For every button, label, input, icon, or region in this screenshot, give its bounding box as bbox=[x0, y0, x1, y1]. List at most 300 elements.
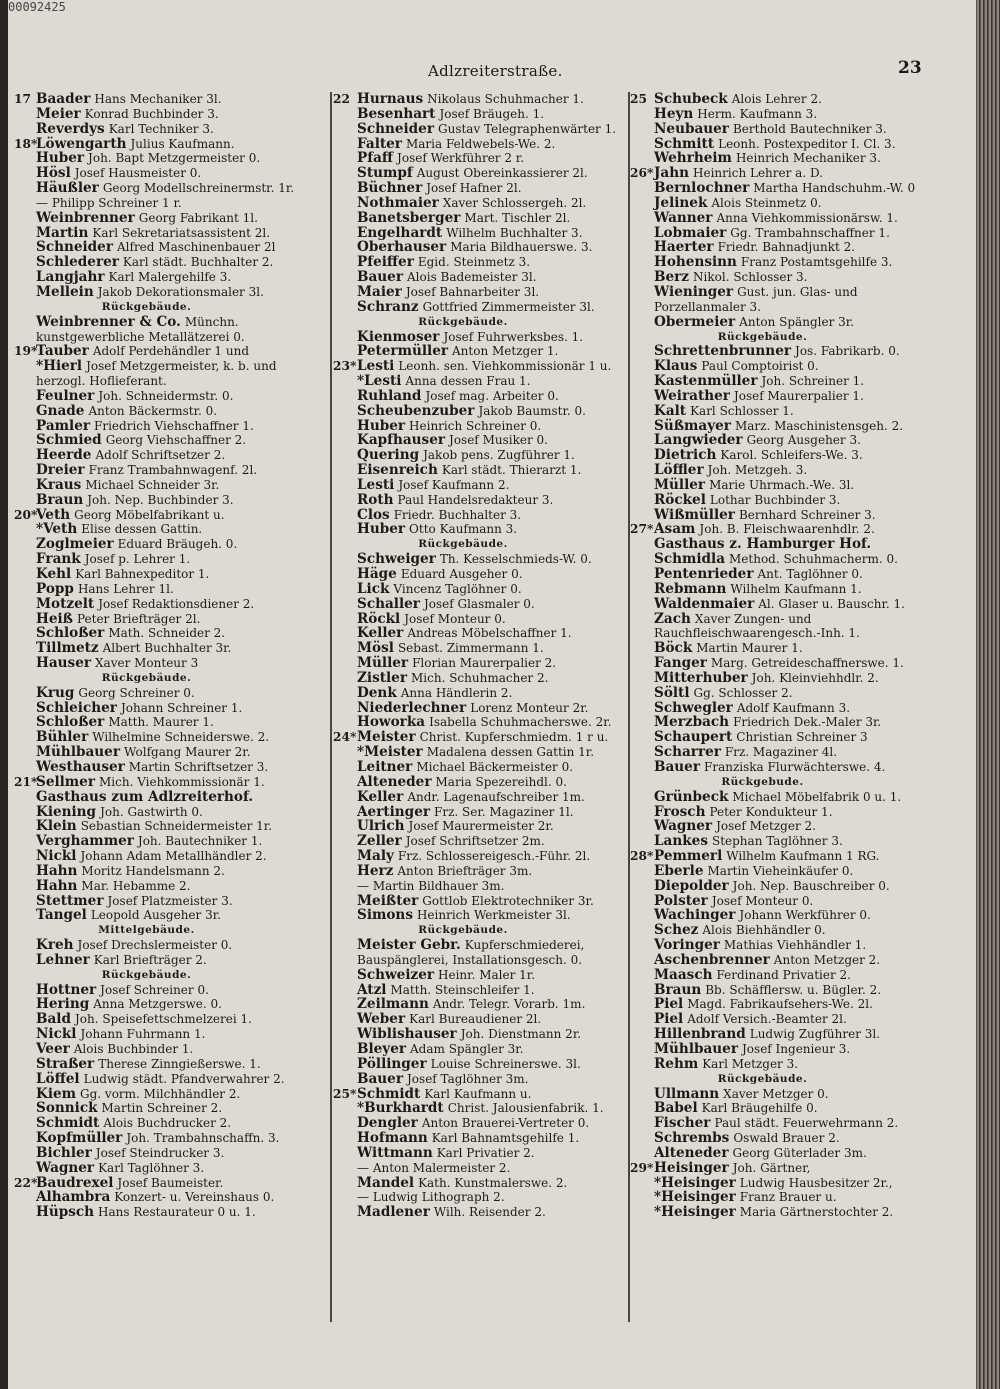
resident-details: Joh. Trambahnschaffn. 3. bbox=[126, 1131, 280, 1146]
resident-entry bbox=[630, 552, 935, 567]
resident-details: Josef Schriftsetzer 2m. bbox=[405, 834, 545, 849]
resident-entry bbox=[333, 344, 633, 359]
resident-name: Meißter bbox=[357, 892, 419, 909]
house-number: 18* bbox=[14, 136, 38, 151]
resident-details: Josef Schreiner 0. bbox=[100, 982, 209, 997]
resident-entry bbox=[630, 151, 935, 166]
resident-entry bbox=[333, 1057, 633, 1072]
resident-name: Pfeiffer bbox=[357, 254, 414, 271]
resident-details: Frz. Schlossereigesch.-Führ. 2l. bbox=[397, 849, 591, 864]
resident-entry bbox=[14, 879, 319, 894]
resident-entry bbox=[333, 612, 633, 627]
resident-details: Josef Musiker 0. bbox=[449, 433, 548, 448]
resident-name: Verghammer bbox=[36, 833, 134, 850]
resident-name: Hottner bbox=[36, 981, 97, 998]
resident-entry bbox=[630, 968, 935, 983]
resident-name: Asam bbox=[654, 521, 696, 538]
resident-name: Lick bbox=[357, 580, 390, 597]
resident-details: Josef Maurerpalier 1. bbox=[733, 388, 864, 403]
resident-entry bbox=[630, 701, 935, 716]
resident-details: Xaver Monteur 3 bbox=[95, 656, 199, 671]
resident-details: Hans Mechaniker 3l. bbox=[94, 92, 222, 106]
resident-entry bbox=[630, 285, 935, 315]
resident-name: Heisinger bbox=[654, 1159, 729, 1176]
resident-name: Alhambra bbox=[36, 1189, 111, 1206]
resident-name: Diepolder bbox=[654, 877, 729, 894]
resident-name: Schleicher bbox=[36, 699, 117, 716]
resident-entry bbox=[630, 1042, 935, 1057]
resident-entry bbox=[630, 760, 935, 775]
resident-name: Pemmerl bbox=[654, 848, 723, 865]
resident-details: Karl Briefträger 2. bbox=[93, 952, 207, 967]
resident-details: Jakob Dekorationsmaler 3l. bbox=[97, 284, 264, 299]
resident-name: Hillenbrand bbox=[654, 1026, 746, 1043]
resident-entry bbox=[14, 790, 319, 805]
resident-details: Josef Metzger 2. bbox=[716, 819, 816, 834]
resident-entry bbox=[333, 1072, 633, 1087]
resident-name: Schrembs bbox=[654, 1130, 730, 1147]
resident-name: Oberhauser bbox=[357, 239, 447, 256]
resident-entry bbox=[630, 255, 935, 270]
resident-name: Büchner bbox=[357, 180, 423, 197]
resident-details: Josef Maurermeister 2r. bbox=[408, 819, 554, 834]
resident-name: Weinbrenner bbox=[36, 209, 135, 226]
resident-name: Lesti bbox=[357, 358, 395, 375]
resident-entry bbox=[14, 122, 319, 137]
resident-entry bbox=[630, 715, 935, 730]
resident-name: Weber bbox=[357, 1011, 406, 1028]
resident-name: Ulrich bbox=[357, 818, 405, 835]
resident-name: Ruhland bbox=[357, 387, 422, 404]
resident-name: Nickl bbox=[36, 848, 77, 865]
column-2 bbox=[333, 92, 633, 1220]
resident-entry bbox=[630, 508, 935, 523]
resident-name: Banetsberger bbox=[357, 209, 461, 226]
resident-name: Rehm bbox=[654, 1055, 699, 1072]
resident-details: Nikol. Schlosser 3. bbox=[693, 270, 808, 285]
resident-name: Besenhart bbox=[357, 105, 436, 122]
resident-details: Heinrich Mechaniker 3. bbox=[735, 151, 881, 166]
resident-entry bbox=[333, 1161, 633, 1176]
resident-details: Johann Werkführer 0. bbox=[739, 908, 871, 923]
resident-entry bbox=[14, 196, 319, 211]
resident-details: Peter Briefträger 2l. bbox=[77, 611, 201, 626]
resident-name: Popp bbox=[36, 580, 74, 597]
resident-details: Josef Fuhrwerksbes. 1. bbox=[443, 329, 584, 344]
resident-details: Therese Zinngießerswe. 1. bbox=[98, 1056, 261, 1071]
resident-details: Th. Kesselschmieds-W. 0. bbox=[439, 552, 592, 567]
resident-details: Anton Spängler 3r. bbox=[739, 314, 854, 329]
resident-entry bbox=[630, 641, 935, 656]
resident-entry bbox=[333, 686, 633, 701]
resident-details: Michael Möbelfabrik 0 u. 1. bbox=[732, 789, 902, 804]
resident-entry bbox=[333, 226, 633, 241]
resident-entry bbox=[333, 211, 633, 226]
resident-name: Jahn bbox=[654, 165, 690, 182]
resident-details: — Philipp Schreiner 1 r. bbox=[36, 195, 182, 210]
house-number: 23* bbox=[333, 359, 357, 374]
resident-details: Franziska Flurwächterswe. 4. bbox=[704, 759, 886, 774]
resident-name: Schrettenbrunner bbox=[654, 343, 792, 360]
resident-entry bbox=[630, 181, 935, 196]
resident-name: Kreh bbox=[36, 937, 74, 954]
section-subheading: Rückgebäude. bbox=[418, 538, 508, 551]
resident-entry bbox=[333, 760, 633, 775]
resident-entry bbox=[14, 508, 319, 523]
resident-details: Leopold Ausgeher 3r. bbox=[90, 908, 221, 923]
resident-name: Hahn bbox=[36, 862, 78, 879]
house-number: 29* bbox=[630, 1160, 654, 1175]
resident-name: Löwengarth bbox=[36, 135, 127, 152]
resident-details: Georg Güterlader 3m. bbox=[732, 1145, 867, 1160]
resident-entry bbox=[333, 478, 633, 493]
resident-name: Madlener bbox=[357, 1204, 430, 1221]
resident-entry bbox=[333, 730, 633, 745]
resident-name: Hering bbox=[36, 996, 90, 1013]
resident-details: Karl Sekretariatsassistent 2l. bbox=[92, 225, 271, 240]
resident-entry bbox=[333, 374, 633, 389]
resident-entry bbox=[14, 255, 319, 270]
resident-name: Lesti bbox=[357, 476, 395, 493]
resident-entry bbox=[630, 671, 935, 686]
resident-details: Andr. Lagenaufschreiber 1m. bbox=[407, 789, 585, 804]
resident-entry bbox=[630, 567, 935, 582]
resident-entry bbox=[333, 389, 633, 404]
resident-details: Karl Bahnexpeditor 1. bbox=[75, 567, 210, 581]
resident-entry bbox=[630, 107, 935, 122]
resident-entry bbox=[630, 359, 935, 374]
resident-details: Martin Schreiner 2. bbox=[101, 1101, 223, 1116]
resident-details: Christian Schreiner 3 bbox=[736, 730, 868, 745]
resident-name: Zach bbox=[654, 610, 691, 627]
resident-name: Alteneder bbox=[357, 773, 432, 790]
resident-name: Motzelt bbox=[36, 595, 95, 612]
resident-details: Anna dessen Frau 1. bbox=[405, 374, 531, 389]
resident-entry bbox=[630, 1131, 935, 1146]
resident-details: Frz. Magaziner 4l. bbox=[724, 745, 838, 760]
resident-details: Andr. Telegr. Vorarb. 1m. bbox=[432, 997, 586, 1012]
section-subheading: Rückgebude. bbox=[721, 775, 804, 788]
resident-details: Paul Handelsredakteur 3. bbox=[397, 492, 554, 507]
resident-name: Süßmayer bbox=[654, 417, 731, 434]
resident-name: Müller bbox=[654, 476, 706, 493]
resident-name: Schubeck bbox=[654, 91, 728, 107]
resident-entry bbox=[630, 1012, 935, 1027]
resident-entry bbox=[333, 805, 633, 820]
resident-details: Ludwig städt. Pfandverwahrer 2. bbox=[83, 1071, 285, 1086]
resident-details: Adolf Kaufmann 3. bbox=[736, 700, 851, 715]
resident-name: Meister bbox=[357, 729, 416, 746]
resident-name: Feulner bbox=[36, 387, 95, 404]
resident-details: Matth. Maurer 1. bbox=[108, 715, 214, 730]
resident-details: Anton Briefträger 3m. bbox=[397, 863, 533, 878]
resident-name: Berz bbox=[654, 269, 690, 286]
column-3 bbox=[630, 92, 935, 1220]
resident-entry bbox=[630, 834, 935, 849]
resident-details: Marie Uhrmach.-We. 3l. bbox=[709, 477, 855, 492]
resident-entry bbox=[630, 448, 935, 463]
book-edge bbox=[976, 0, 1000, 1389]
resident-name: Petermüller bbox=[357, 343, 449, 360]
resident-name: Wachinger bbox=[654, 907, 736, 924]
resident-entry bbox=[14, 1190, 319, 1205]
resident-details: Josef Hausmeister 0. bbox=[74, 166, 202, 181]
resident-details: Albert Buchhalter 3r. bbox=[102, 641, 232, 656]
resident-entry bbox=[630, 805, 935, 820]
resident-entry bbox=[333, 1116, 633, 1131]
resident-details: Gg. Trambahnschaffner 1. bbox=[730, 225, 890, 240]
resident-entry bbox=[14, 730, 319, 745]
resident-name: Kastenmüller bbox=[654, 373, 758, 390]
resident-entry bbox=[333, 745, 633, 760]
resident-entry bbox=[333, 463, 633, 478]
resident-entry bbox=[333, 1101, 633, 1116]
resident-entry bbox=[333, 1042, 633, 1057]
resident-name: Baader bbox=[36, 91, 91, 107]
resident-entry bbox=[14, 285, 319, 300]
resident-name: Wittmann bbox=[357, 1144, 433, 1161]
resident-name: Tangel bbox=[36, 907, 87, 924]
resident-entry bbox=[630, 938, 935, 953]
resident-details: Ludwig Hausbesitzer 2r., bbox=[739, 1175, 893, 1190]
resident-entry bbox=[14, 597, 319, 612]
resident-entry bbox=[630, 864, 935, 879]
resident-entry bbox=[333, 983, 633, 998]
resident-name: *Heisinger bbox=[654, 1189, 736, 1206]
resident-details: Joh. Gärtner, bbox=[732, 1160, 811, 1175]
resident-name: Hurnaus bbox=[357, 91, 424, 107]
resident-details: Martin Schriftsetzer 3. bbox=[128, 759, 269, 774]
resident-entry bbox=[630, 522, 935, 537]
resident-entry bbox=[630, 211, 935, 226]
resident-details: Josef Werkführer 2 r. bbox=[397, 151, 525, 166]
resident-name: Pöllinger bbox=[357, 1055, 427, 1072]
resident-entry bbox=[14, 1042, 319, 1057]
resident-name: Hohensinn bbox=[654, 254, 737, 271]
resident-details: Xaver Metzger 0. bbox=[723, 1086, 829, 1101]
resident-details: Lothar Buchbinder 3. bbox=[709, 492, 841, 507]
resident-name: Tauber bbox=[36, 343, 89, 360]
resident-entry bbox=[14, 404, 319, 419]
resident-details: Karl Bahnamtsgehilfe 1. bbox=[431, 1131, 580, 1146]
resident-name: Wanner bbox=[654, 209, 713, 226]
resident-entry bbox=[333, 419, 633, 434]
resident-details: — Martin Bildhauer 3m. bbox=[357, 878, 505, 893]
resident-entry bbox=[333, 508, 633, 523]
resident-entry bbox=[14, 493, 319, 508]
resident-entry bbox=[14, 359, 319, 389]
resident-details: Wilh. Reisender 2. bbox=[433, 1205, 546, 1220]
resident-entry bbox=[333, 908, 633, 923]
resident-details: Florian Maurerpalier 2. bbox=[412, 656, 557, 671]
resident-entry bbox=[14, 582, 319, 597]
resident-entry bbox=[630, 137, 935, 152]
resident-name: Kraus bbox=[36, 476, 82, 493]
resident-details: Bb. Schäfflersw. u. Bügler. 2. bbox=[705, 982, 882, 997]
resident-details: Heinrich Schreiner 0. bbox=[409, 418, 542, 433]
resident-entry bbox=[630, 953, 935, 968]
resident-name: Pfaff bbox=[357, 150, 394, 167]
resident-details: Josef p. Lehrer 1. bbox=[84, 552, 191, 567]
resident-name: Meister Gebr. bbox=[357, 937, 461, 954]
resident-name: Kapfhauser bbox=[357, 432, 446, 449]
resident-name: Wieninger bbox=[654, 283, 734, 300]
resident-details: Georg Modellschreinermstr. 1r. bbox=[102, 181, 295, 196]
resident-name: Röckel bbox=[654, 491, 706, 508]
resident-name: *Heisinger bbox=[654, 1174, 736, 1191]
resident-entry bbox=[333, 790, 633, 805]
resident-entry bbox=[14, 1057, 319, 1072]
resident-details: Mar. Hebamme 2. bbox=[81, 878, 191, 893]
resident-entry bbox=[14, 656, 319, 671]
resident-details: Adolf Versich.-Beamter 2l. bbox=[687, 1012, 847, 1027]
resident-entry bbox=[630, 1146, 935, 1161]
resident-entry bbox=[14, 537, 319, 552]
resident-entry bbox=[14, 1027, 319, 1042]
house-number: 27* bbox=[630, 522, 654, 537]
resident-entry bbox=[333, 300, 633, 315]
resident-entry bbox=[630, 166, 935, 181]
resident-details: Ludwig Zugführer 3l. bbox=[749, 1027, 881, 1042]
column-rule bbox=[330, 92, 332, 1322]
resident-entry bbox=[630, 433, 935, 448]
resident-details: Michael Schneider 3r. bbox=[85, 477, 220, 492]
resident-details: Eduard Bräugeh. 0. bbox=[117, 537, 238, 552]
resident-name: Polster bbox=[654, 892, 708, 909]
resident-details: Elise dessen Gattin. bbox=[81, 522, 203, 537]
resident-name: Reverdys bbox=[36, 120, 105, 137]
resident-details: Georg Ausgeher 3. bbox=[746, 433, 861, 448]
resident-entry bbox=[14, 864, 319, 879]
resident-details: Mathias Viehhändler 1. bbox=[723, 938, 867, 953]
resident-name: Hauser bbox=[36, 655, 91, 672]
house-number: 24* bbox=[333, 730, 357, 745]
resident-details: Oswald Brauer 2. bbox=[733, 1131, 840, 1146]
resident-details: Anna Metzgerswe. 0. bbox=[93, 997, 222, 1012]
resident-name: Alteneder bbox=[654, 1144, 729, 1161]
resident-details: Joh. Speisefettschmelzerei 1. bbox=[74, 1012, 252, 1027]
resident-details: Martha Handschuhm.-W. 0 bbox=[753, 181, 916, 196]
resident-entry bbox=[630, 226, 935, 241]
house-number: 22* bbox=[14, 1175, 38, 1190]
resident-entry bbox=[630, 1027, 935, 1042]
resident-name: Bichler bbox=[36, 1144, 92, 1161]
resident-entry bbox=[630, 894, 935, 909]
resident-entry bbox=[14, 1146, 319, 1161]
resident-name: Rebmann bbox=[654, 580, 727, 597]
resident-entry bbox=[333, 1146, 633, 1161]
resident-details: Otto Kaufmann 3. bbox=[409, 522, 518, 537]
resident-entry bbox=[14, 181, 319, 196]
resident-details: Josef Glasmaler 0. bbox=[423, 596, 535, 611]
resident-entry bbox=[14, 908, 319, 923]
resident-details: — Anton Malermeister 2. bbox=[357, 1160, 511, 1175]
resident-entry bbox=[14, 151, 319, 166]
resident-entry bbox=[333, 1205, 633, 1220]
resident-name: Herz bbox=[357, 862, 394, 879]
resident-details: Heinr. Maler 1r. bbox=[438, 967, 536, 982]
resident-details: Anna Händlerin 2. bbox=[400, 685, 513, 700]
resident-details: Karl Privatier 2. bbox=[436, 1145, 535, 1160]
resident-name: Kiening bbox=[36, 803, 97, 820]
resident-name: Meier bbox=[36, 105, 81, 122]
resident-name: Ullmann bbox=[654, 1085, 720, 1102]
house-number: 22 bbox=[333, 92, 350, 106]
resident-entry bbox=[333, 567, 633, 582]
resident-entry bbox=[14, 745, 319, 760]
resident-name: Klaus bbox=[654, 358, 698, 375]
resident-name: Schweiger bbox=[357, 551, 436, 568]
resident-entry bbox=[333, 493, 633, 508]
resident-entry bbox=[630, 1161, 935, 1176]
resident-name: Mühlbauer bbox=[36, 744, 120, 761]
resident-details: Joh. Dienstmann 2r. bbox=[460, 1027, 582, 1042]
resident-entry bbox=[14, 1087, 319, 1102]
house-number: 19* bbox=[14, 344, 38, 359]
resident-details: Adam Spängler 3r. bbox=[410, 1042, 524, 1056]
resident-entry bbox=[333, 894, 633, 909]
resident-details: Alois Biehhändler 0. bbox=[702, 923, 826, 938]
resident-entry bbox=[630, 790, 935, 805]
page-number: 23 bbox=[898, 58, 922, 78]
resident-details: Anton Bäckermstr. 0. bbox=[88, 403, 218, 418]
resident-name: Jelinek bbox=[654, 194, 708, 211]
resident-entry bbox=[333, 879, 633, 894]
resident-name: Piel bbox=[654, 996, 684, 1013]
resident-entry bbox=[333, 656, 633, 671]
resident-entry bbox=[630, 730, 935, 745]
resident-name: Neubauer bbox=[654, 120, 729, 137]
resident-entry bbox=[333, 1131, 633, 1146]
resident-entry bbox=[333, 1176, 633, 1191]
resident-entry bbox=[333, 433, 633, 448]
house-number: 25* bbox=[333, 1086, 357, 1101]
resident-entry bbox=[630, 849, 935, 864]
resident-details: Karl städt. Thierarzt 1. bbox=[441, 463, 582, 478]
resident-entry bbox=[14, 522, 319, 537]
resident-entry bbox=[14, 211, 319, 226]
resident-details: Ant. Taglöhner 0. bbox=[757, 567, 863, 581]
resident-details: Jakob Baumstr. 0. bbox=[478, 403, 586, 418]
resident-details: Alois Buchdrucker 2. bbox=[103, 1116, 232, 1131]
resident-details: Georg Schreiner 0. bbox=[78, 685, 195, 700]
resident-name: Bauer bbox=[357, 1070, 403, 1087]
resident-entry bbox=[14, 478, 319, 493]
resident-entry bbox=[333, 1087, 633, 1102]
resident-name: Lankes bbox=[654, 833, 708, 850]
resident-name: Baudrexel bbox=[36, 1174, 114, 1191]
resident-entry bbox=[14, 552, 319, 567]
resident-name: Hösl bbox=[36, 165, 71, 182]
resident-entry bbox=[14, 760, 319, 775]
resident-details: Joh. Metzgeh. 3. bbox=[707, 463, 808, 478]
resident-details: Josef Redaktionsdiener 2. bbox=[98, 596, 255, 611]
resident-name: Denk bbox=[357, 684, 397, 701]
resident-entry bbox=[630, 389, 935, 404]
resident-name: Falter bbox=[357, 135, 402, 152]
resident-entry bbox=[333, 552, 633, 567]
resident-details: Frz. Ser. Magaziner 1l. bbox=[434, 804, 574, 819]
resident-name: *Heisinger bbox=[654, 1204, 736, 1221]
resident-entry bbox=[14, 805, 319, 820]
resident-name: Stettmer bbox=[36, 892, 104, 909]
resident-entry bbox=[630, 463, 935, 478]
resident-details: Alfred Maschinenbauer 2l bbox=[117, 240, 276, 255]
resident-entry bbox=[14, 997, 319, 1012]
resident-name: Lobmaier bbox=[654, 224, 727, 241]
resident-entry bbox=[333, 819, 633, 834]
resident-name: Gasthaus zum Adlzreiterhof. bbox=[36, 788, 254, 805]
